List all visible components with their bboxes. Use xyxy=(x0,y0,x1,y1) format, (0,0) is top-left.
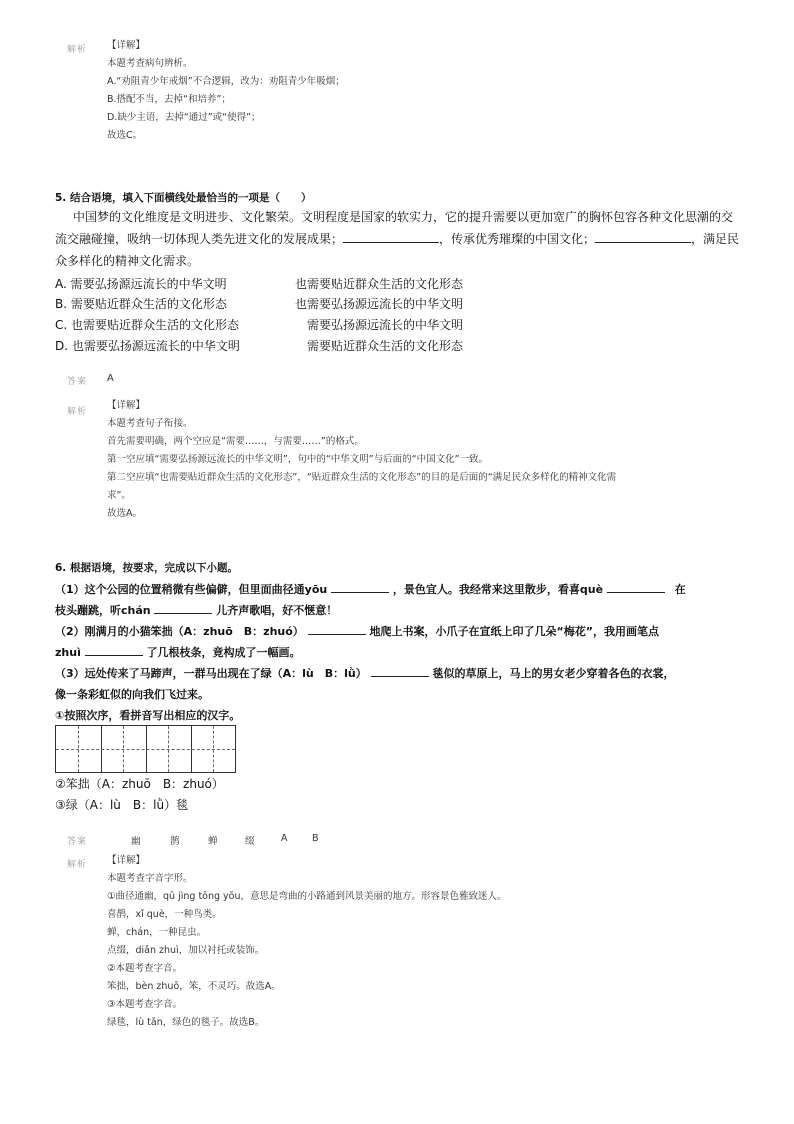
q6-blank-chan[interactable] xyxy=(154,601,212,614)
passage-text: ，满足民 xyxy=(691,232,740,246)
sentence-text: 在 xyxy=(674,583,686,596)
explanation-line: 【详解】 xyxy=(107,40,146,51)
q6-blank-que[interactable] xyxy=(607,580,665,593)
explanation-line: B.搭配不当，去掉“和培养”； xyxy=(107,94,231,105)
q5-explanation xyxy=(107,397,616,523)
explanation-line: 【详解】 xyxy=(107,400,146,411)
q6-daan-label: 答案 xyxy=(67,837,88,847)
sentence-text: 地爬上书案，小爪子在宣纸上印了几朵“梅花”，我用画笔点 xyxy=(369,625,659,638)
q6-explanation xyxy=(107,852,507,1032)
explanation-line: 首先需要明确，两个空应是“需要……，与需要……”的格式。 xyxy=(107,436,364,447)
q5-answer-value: A xyxy=(107,373,114,384)
q5-passage-line-3: 众多样化的精神文化需求。 xyxy=(55,254,200,268)
q6-sub-question-1: ①按照次序，看拼音写出相应的汉字。 xyxy=(55,709,241,722)
explanation-line: 本题考查病句辨析。 xyxy=(107,58,193,69)
passage-text: ，传承优秀璀璨的中国文化； xyxy=(439,232,596,246)
answer-value: B xyxy=(312,833,319,844)
explanation-line: 绿毯，lù tǎn，绿色的毯子。故选B。 xyxy=(107,1017,265,1028)
sentence-text: 了几根枝条，竟构成了一幅画。 xyxy=(146,646,301,659)
q5-option-d-right: 需要贴近群众生活的文化形态 xyxy=(307,339,464,353)
q5-passage-line-1: 中国梦的文化维度是文明进步、文化繁荣。文明程度是国家的软实力，它的提升需要以更加宽广的胸怀包容各种文化思潮的交 xyxy=(73,210,734,224)
q6-sentence-1-line-2 xyxy=(55,600,337,621)
sentence-text: （1）这个公园的位置稍微有些偏僻，但里面曲径通yōu xyxy=(55,583,328,596)
sentence-text: ，景色宜人。我经常来这里散步，看喜què xyxy=(392,583,604,596)
q6-sub-question-2: ②笨拙（A：zhuō B：zhuó） xyxy=(55,777,224,791)
grid-dashed-line xyxy=(56,749,235,750)
q4-explanation xyxy=(107,37,345,145)
q5-jiexi-label: 解析 xyxy=(67,407,88,417)
explanation-line: 笨拙，bèn zhuō，笨，不灵巧。故选A。 xyxy=(107,981,281,992)
q5-blank-1 xyxy=(343,230,439,243)
q6-blank-zhui[interactable] xyxy=(85,643,143,656)
q5-option-c-left[interactable]: C. 也需要贴近群众生活的文化形态 xyxy=(55,318,240,332)
q5-option-c-right: 需要弘扬源远流长的中华文明 xyxy=(307,318,464,332)
q6-jiexi-label: 解析 xyxy=(67,860,88,870)
sentence-text: 枝头蹦跳，听chán xyxy=(55,604,151,617)
explanation-line: A.“劝阻青少年戒烟”不合逻辑，改为：劝阻青少年吸烟； xyxy=(107,76,345,87)
explanation-line: 故选C。 xyxy=(107,130,143,141)
q6-sentence-3-line-2: 像一条彩虹似的向我们飞过来。 xyxy=(55,688,209,701)
q5-option-a-right: 也需要贴近群众生活的文化形态 xyxy=(295,277,464,291)
q6-title: 6. 根据语境，按要求，完成以下小题。 xyxy=(55,562,238,574)
q6-sub-question-3: ③绿（A：lù B：lǜ）毯 xyxy=(55,798,189,812)
q5-title: 5. 结合语境，填入下面横线处最恰当的一项是（ ） xyxy=(55,192,312,204)
q5-option-d-left[interactable]: D. 也需要弘扬源远流长的中华文明 xyxy=(55,339,240,353)
explanation-line: ①曲径通幽，qū jìng tōng yōu，意思是弯曲的小路通到风景美丽的地方。形容景色雅致迷人。 xyxy=(107,891,507,902)
explanation-line: ②本题考查字音。 xyxy=(107,963,183,974)
sentence-text: （3）远处传来了马蹄声，一群马出现在了绿（A：lù B：lǜ） xyxy=(55,667,367,680)
q6-sentence-2-line-2 xyxy=(55,642,301,663)
q5-option-a-left[interactable]: A. 需要弘扬源远流长的中华文明 xyxy=(55,277,227,291)
q5-daan-label: 答案 xyxy=(67,377,88,387)
q6-sentence-2-line-1 xyxy=(55,621,659,642)
explanation-line: 本题考查字音字形。 xyxy=(107,873,193,884)
q6-blank-zhuo[interactable] xyxy=(308,622,366,635)
q5-passage-line-2 xyxy=(55,229,739,250)
q6-blank-you[interactable] xyxy=(331,580,389,593)
explanation-line: 喜鹊，xǐ què，一种鸟类。 xyxy=(107,909,222,920)
answer-value: 幽 xyxy=(131,836,141,847)
q6-blank-lv[interactable] xyxy=(371,664,429,677)
q4-jiexi-label: 解析 xyxy=(67,45,88,55)
explanation-line: D.缺少主语，去掉“通过”或“使得”； xyxy=(107,112,261,123)
explanation-line: 【详解】 xyxy=(107,855,146,866)
explanation-line: 求”。 xyxy=(107,490,131,501)
sentence-text: 毯似的草原上，马上的男女老少穿着各色的衣裳， xyxy=(432,667,675,680)
q5-blank-2 xyxy=(595,230,691,243)
sentence-text: （2）刚满月的小猫笨拙（A：zhuō B：zhuó） xyxy=(55,625,304,638)
answer-value: 蝉 xyxy=(208,836,218,847)
answer-value: 鹊 xyxy=(170,836,180,847)
explanation-line: 故选A。 xyxy=(107,508,142,519)
passage-text: 流交融碰撞，吸纳一切体现人类先进文化的发展成果； xyxy=(55,232,344,246)
q6-sentence-3-line-1 xyxy=(55,663,674,684)
answer-value: 缀 xyxy=(245,836,255,847)
explanation-line: ③本题考查字音。 xyxy=(107,999,183,1010)
q6-sentence-1-line-1 xyxy=(55,579,686,600)
sentence-text: 儿齐声歌唱，好不惬意！ xyxy=(216,604,338,617)
q5-option-b-left[interactable]: B. 需要贴近群众生活的文化形态 xyxy=(55,297,227,311)
answer-value: A xyxy=(281,833,288,844)
explanation-line: 蝉，chán，一种昆虫。 xyxy=(107,927,207,938)
sentence-text: zhuì xyxy=(55,646,81,659)
explanation-line: 本题考查句子衔接。 xyxy=(107,418,193,429)
explanation-line: 第二空应填“也需要贴近群众生活的文化形态”，“贴近群众生活的文化形态”的目的是后面的“满足民众多样化的精神文化需 xyxy=(107,472,617,483)
writing-grid[interactable] xyxy=(55,725,236,773)
q5-option-b-right: 也需要弘扬源远流长的中华文明 xyxy=(295,297,464,311)
explanation-line: 点缀，diǎn zhuì，加以衬托或装饰。 xyxy=(107,945,265,956)
explanation-line: 第一空应填“需要弘扬源远流长的中华文明”，句中的“中华文明”与后面的“中国文化”一致。 xyxy=(107,454,489,465)
